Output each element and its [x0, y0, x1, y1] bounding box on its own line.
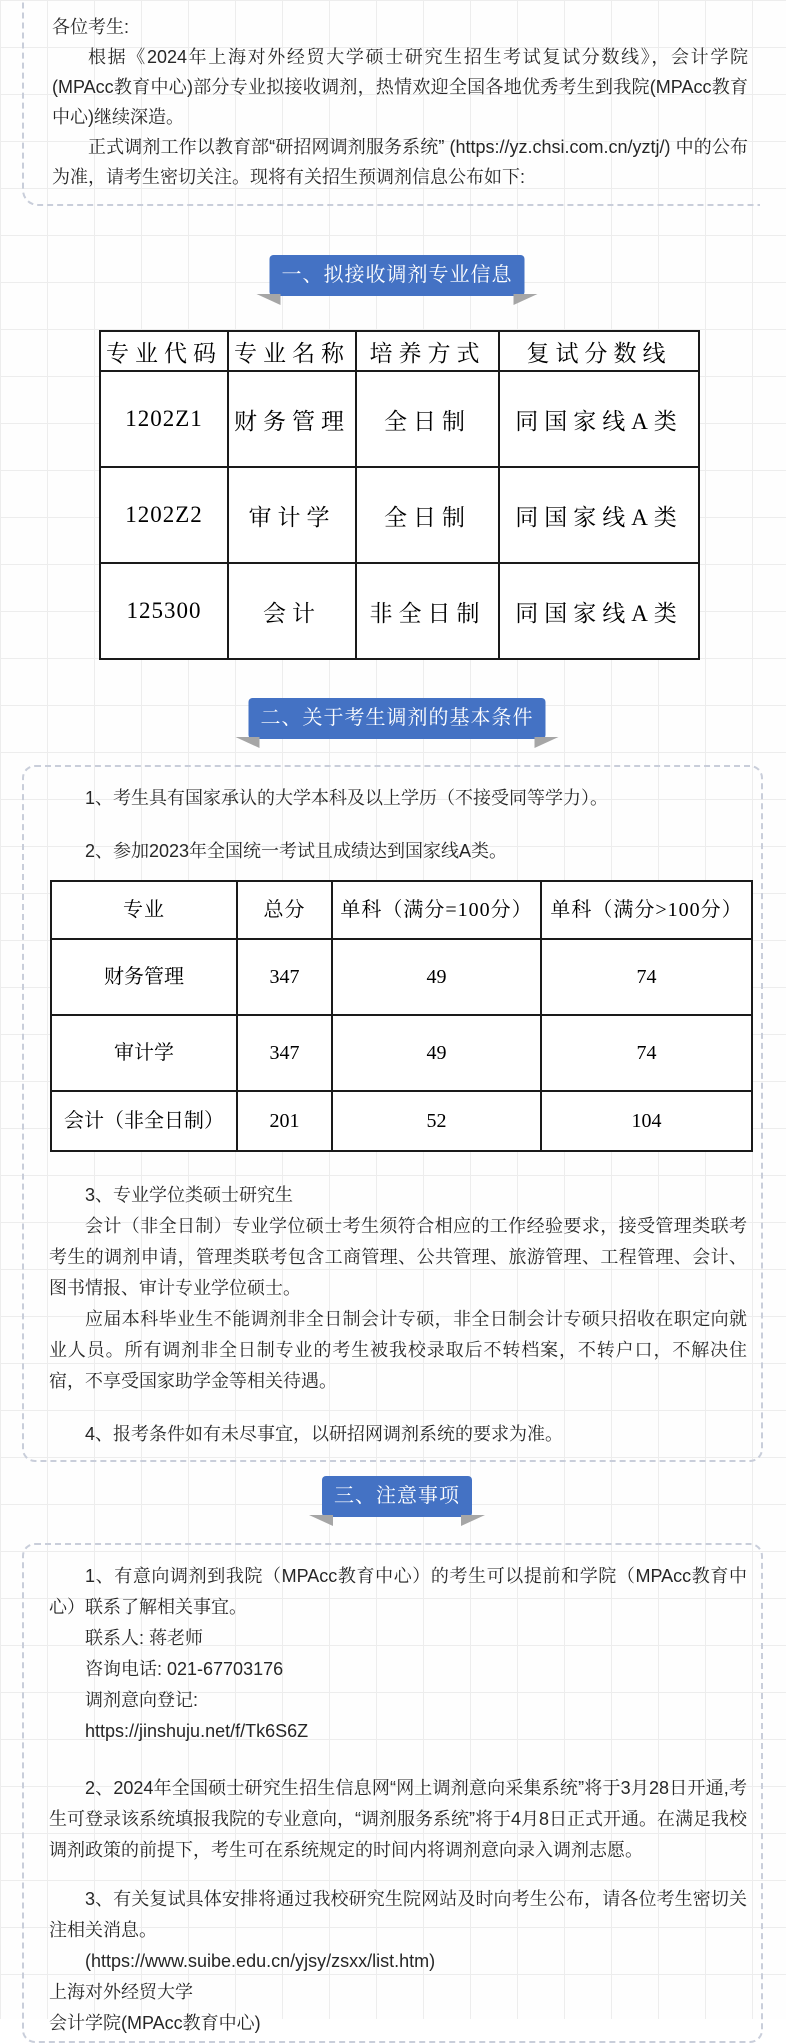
- scores-header-sub100: 单科（满分=100分）: [332, 881, 541, 939]
- major-name: 审计学: [228, 467, 356, 563]
- table-row: [51, 939, 752, 1015]
- condition-item-1: 1、考生具有国家承认的大学本科及以上学历（不接受同等学力）。: [85, 788, 609, 808]
- signoff-school: 会计学院(MPAcc教育中心): [49, 2013, 261, 2033]
- majors-header-mode: 培养方式: [356, 331, 499, 371]
- score-sub100: 52: [332, 1091, 541, 1151]
- major-code: 1202Z1: [100, 371, 228, 467]
- score-major: 会计（非全日制）: [51, 1091, 237, 1151]
- section2-badge: [249, 698, 546, 739]
- registration-label: 调剂意向登记:: [85, 1690, 199, 1710]
- graduate-school-url: (https://www.suibe.edu.cn/yjsy/zsxx/list.htm): [85, 1951, 436, 1971]
- score-subover100: 74: [541, 939, 752, 1015]
- major-name: 财务管理: [228, 371, 356, 467]
- scores-header-major: 专业: [51, 881, 237, 939]
- table-row: [100, 371, 699, 467]
- section1-badge: [270, 255, 525, 296]
- score-line: 同国家线A类: [499, 563, 699, 659]
- contact-phone: 咨询电话: 021-67703176: [85, 1659, 284, 1679]
- table-row: [100, 467, 699, 563]
- intro-section: [22, 0, 760, 206]
- scores-header-row: [51, 881, 752, 939]
- score-line: 同国家线A类: [499, 467, 699, 563]
- score-total: 201: [237, 1091, 332, 1151]
- note-item-2: 2、2024年全国硕士研究生招生信息网“网上调剂意向采集系统”将于3月28日开通,考生可登录该系统填报我院的专业意向，“调剂服务系统”将于4月8日正式开通。在满足我校调剂政策的前提下，考生可在系统规定的时间内将调剂意向录入调剂志愿。: [49, 1778, 748, 1860]
- section3-badge: [322, 1476, 472, 1517]
- note-item-3: 3、有关复试具体安排将通过我校研究生院网站及时向考生公布，请各位考生密切关注相关消息。: [49, 1889, 747, 1940]
- score-sub100: 49: [332, 1015, 541, 1091]
- score-total: 347: [237, 939, 332, 1015]
- registration-url: https://jinshuju.net/f/Tk6S6Z: [85, 1721, 309, 1741]
- table-row: [51, 1015, 752, 1091]
- majors-header-row: [100, 331, 699, 371]
- notes-section: [22, 1543, 763, 2043]
- section2-title: 二、关于考生调剂的基本条件: [260, 707, 534, 729]
- study-mode: 非全日制: [356, 563, 499, 659]
- majors-header-code: 专业代码: [100, 331, 228, 371]
- condition-item-3-paragraph-2: 应届本科毕业生不能调剂非全日制会计专硕，非全日制会计专硕只招收在职定向就业人员。所有调剂非全日制专业的考生被我校录取后不转档案，不转户口，不解决住宿，不享受国家助学金等相关待遇。: [49, 1309, 747, 1391]
- intro-paragraph-1: 根据《2024年上海对外经贸大学硕士研究生招生考试复试分数线》，会计学院(MPAcc教育中心)部分专业拟接收调剂，热情欢迎全国各地优秀考生到我院(MPAcc教育中心)继续深造。: [52, 47, 748, 127]
- conditions-section: [22, 765, 763, 1462]
- condition-item-3-title: 3、专业学位类硕士研究生: [85, 1185, 294, 1205]
- condition-item-2: 2、参加2023年全国统一考试且成绩达到国家线A类。: [85, 841, 508, 861]
- score-subover100: 74: [541, 1015, 752, 1091]
- score-major: 财务管理: [51, 939, 237, 1015]
- score-subover100: 104: [541, 1091, 752, 1151]
- scores-header-total: 总分: [237, 881, 332, 939]
- score-line: 同国家线A类: [499, 371, 699, 467]
- majors-header-scoreline: 复试分数线: [499, 331, 699, 371]
- signoff-university: 上海对外经贸大学: [49, 1982, 193, 2002]
- study-mode: 全日制: [356, 371, 499, 467]
- intro-paragraph-2: 正式调剂工作以教育部“研招网调剂服务系统” (https://yz.chsi.com.cn/yztj/) 中的公布为准，请考生密切关注。现将有关招生预调剂信息公布如下:: [52, 137, 748, 187]
- score-lines-table: [50, 880, 753, 1152]
- major-code: 125300: [100, 563, 228, 659]
- note-item-1: 1、有意向调剂到我院（MPAcc教育中心）的考生可以提前和学院（MPAcc教育中心）联系了解相关事宜。: [49, 1566, 747, 1617]
- score-major: 审计学: [51, 1015, 237, 1091]
- majors-table: [99, 330, 700, 660]
- major-name: 会计: [228, 563, 356, 659]
- contact-person: 联系人: 蒋老师: [85, 1628, 204, 1648]
- score-sub100: 49: [332, 939, 541, 1015]
- salutation: 各位考生:: [52, 17, 130, 37]
- score-total: 347: [237, 1015, 332, 1091]
- section3-title: 三、注意事项: [334, 1485, 460, 1507]
- condition-item-3-paragraph-1: 会计（非全日制）专业学位硕士考生须符合相应的工作经验要求，接受管理类联考考生的调剂申请，管理类联考包含工商管理、公共管理、旅游管理、工程管理、会计、图书情报、审计专业学位硕士。: [49, 1216, 747, 1298]
- table-row: [100, 563, 699, 659]
- study-mode: 全日制: [356, 467, 499, 563]
- major-code: 1202Z2: [100, 467, 228, 563]
- condition-item-4: 4、报考条件如有未尽事宜，以研招网调剂系统的要求为准。: [85, 1424, 564, 1444]
- section1-title: 一、拟接收调剂专业信息: [281, 264, 513, 286]
- majors-header-name: 专业名称: [228, 331, 356, 371]
- table-row: [51, 1091, 752, 1151]
- scores-header-subover100: 单科（满分>100分）: [541, 881, 752, 939]
